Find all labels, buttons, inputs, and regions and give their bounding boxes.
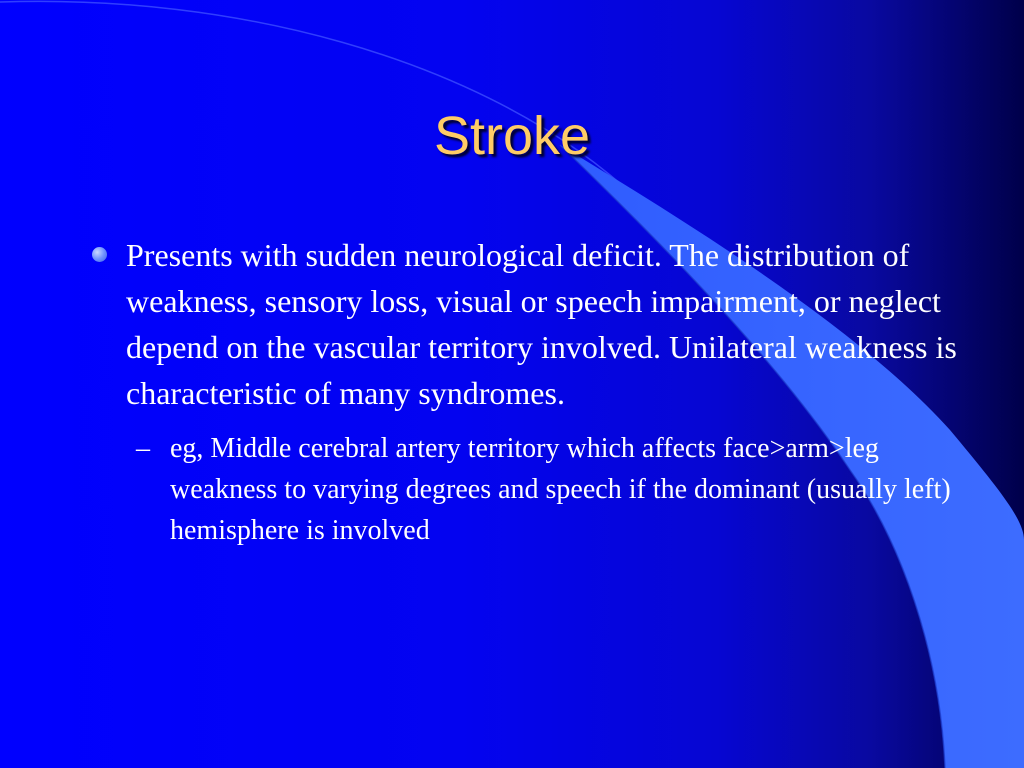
slide-body	[90, 232, 970, 551]
bullet-dot-icon	[92, 247, 107, 262]
bullet-text: Presents with sudden neurological deficit. The distribution of weakness, sensory loss, visual or speech impairment, or neglect depend on the vascular territory involved. Unilateral weakness is characteristic of many syndromes.	[126, 237, 957, 411]
dash-icon: –	[136, 433, 150, 464]
bullet-item	[90, 232, 970, 416]
slide-title: Stroke	[433, 106, 591, 166]
sub-bullet-text: eg, Middle cerebral artery territory which affects face>arm>leg weakness to varying degrees and speech if the dominant (usually left) hemisphere is involved	[170, 433, 951, 546]
sub-bullet-item	[136, 428, 970, 551]
